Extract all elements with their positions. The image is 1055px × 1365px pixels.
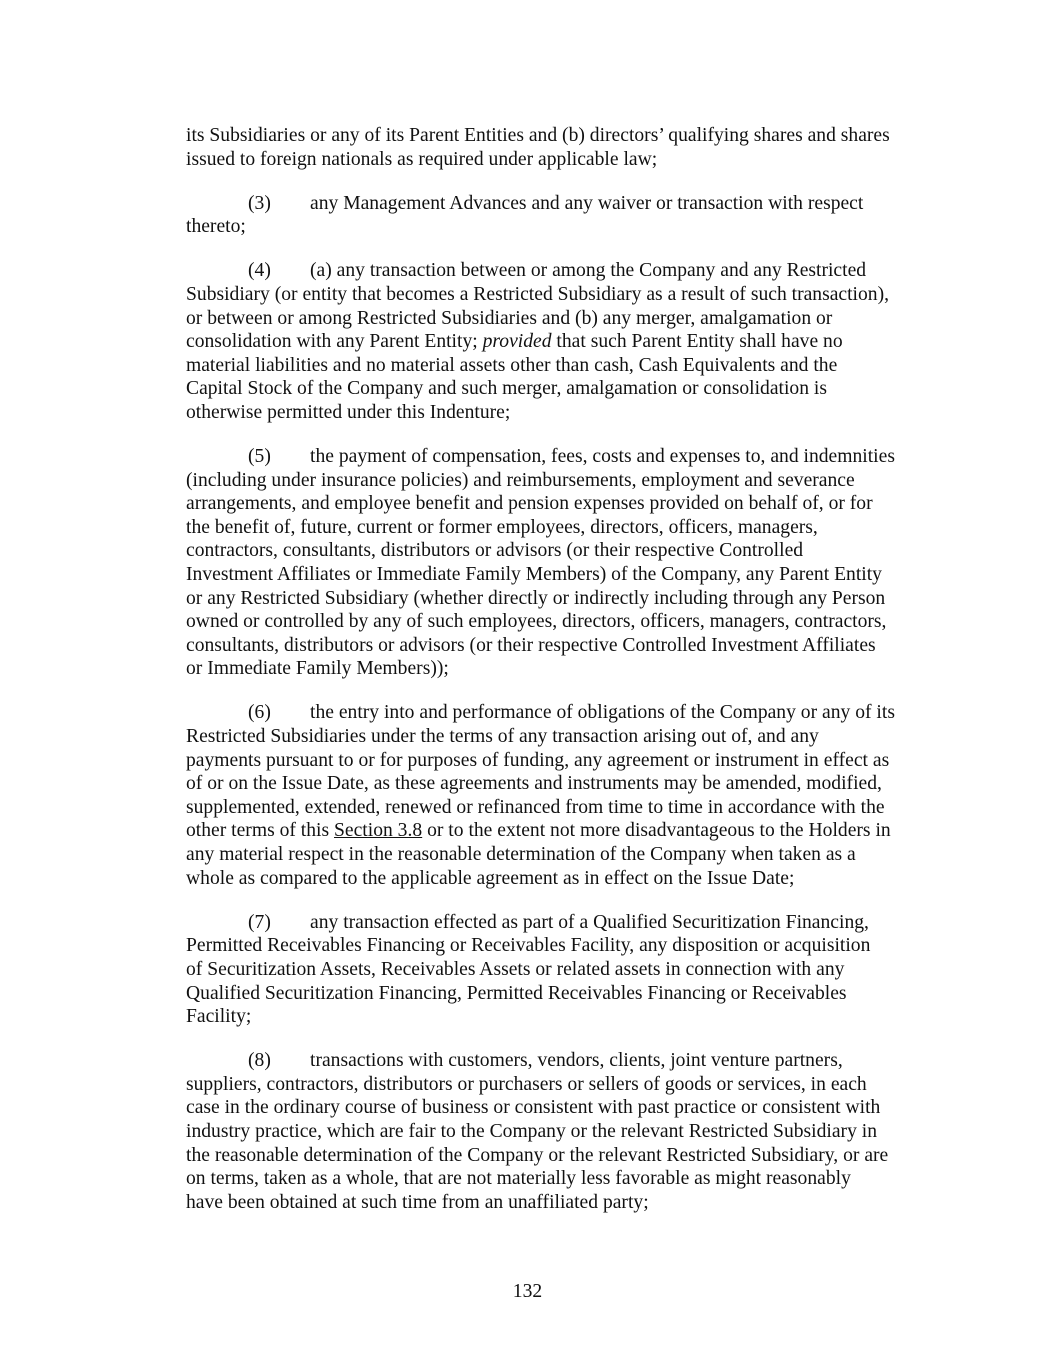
text-line: Permitted Receivables Financing or Receivables Facility, any disposition or acquisition [186,935,871,957]
clause-number: (4) [248,260,271,282]
text-line: payments pursuant to or for purposes of funding, any agreement or instrument in effect as [186,749,890,771]
clause-6 [186,701,946,890]
text-line: or between or among Restricted Subsidiaries and (b) any merger, amalgamation or [186,307,833,329]
text-line: (a) any transaction between or among the Company and any Restricted [310,260,867,282]
text-line: Restricted Subsidiaries under the terms of any transaction arising out of, and any [186,726,819,748]
text-line: the benefit of, future, current or former employees, directors, officers, managers, [186,516,818,538]
text-line: its Subsidiaries or any of its Parent Entities and (b) directors’ qualifying shares and shares [186,125,890,146]
text-line: Subsidiary (or entity that becomes a Restricted Subsidiary as a result of such transaction), [186,283,890,305]
text-line: Capital Stock of the Company and such merger, amalgamation or consolidation is [186,378,827,400]
text-line: any transaction effected as part of a Qualified Securitization Financing, [310,911,869,933]
text-line: suppliers, contractors, distributors or purchasers or sellers of goods or services, in each [186,1073,867,1095]
text-line: consultants, distributors or advisors (or their respective Controlled Investment Affiliates [186,634,876,656]
page-number: 132 [512,1281,543,1302]
text-line: or Immediate Family Members)); [186,658,449,680]
clause-8 [186,1049,946,1214]
text-line [186,819,946,843]
text-line: contractors, consultants, distributors or advisors (or their respective Controlled [186,540,804,562]
text-segment: that such Parent Entity shall have no [551,331,843,353]
text-line: on terms, taken as a whole, that are not materially less favorable as might reasonably [186,1168,851,1190]
text-line: industry practice, which are fair to the Company or the relevant Restricted Subsidiary in [186,1120,878,1142]
clause-7 [186,911,946,1029]
clause-number: (3) [248,192,271,214]
text-line: material liabilities and no material assets other than cash, Cash Equivalents and the [186,354,838,376]
text-line: any material respect in the reasonable determination of the Company when taken as a [186,844,856,866]
text-segment: other terms of this [186,820,335,842]
continuation-paragraph [186,124,946,171]
text-line: have been obtained at such time from an unaffiliated party; [186,1191,649,1213]
text-line: whole as compared to the applicable agreement as in effect on the Issue Date; [186,867,795,889]
document-page [186,124,946,1235]
clause-3 [186,192,946,239]
provided-italic-term: provided [482,331,552,353]
text-line: supplemented, extended, renewed or refinanced from time to time in accordance with the [186,796,885,818]
text-line: case in the ordinary course of business or consistent with past practice or consistent with [186,1097,881,1119]
text-line: arrangements, and employee benefit and pension expenses provided on behalf of, or for [186,493,873,515]
text-line: the reasonable determination of the Company or the relevant Restricted Subsidiary, or are [186,1144,889,1166]
text-line: transactions with customers, vendors, clients, joint venture partners, [310,1050,843,1072]
text-segment: consolidation with any Parent Entity; [186,331,483,353]
clause-number: (5) [248,446,271,468]
text-line: issued to foreign nationals as required under applicable law; [186,148,658,170]
text-line: of Securitization Assets, Receivables Assets or related assets in connection with any [186,958,845,980]
text-line: or any Restricted Subsidiary (whether directly or indirectly including through any Person [186,587,886,609]
clause-number: (7) [248,911,271,933]
text-line: any Management Advances and any waiver or transaction with respect [310,192,864,214]
text-line: the payment of compensation, fees, costs and expenses to, and indemnities [310,446,895,468]
text-line: (including under insurance policies) and reimbursements, employment and severance [186,469,855,491]
clause-number: (6) [248,702,271,724]
section-reference-link[interactable]: Section 3.8 [334,820,423,842]
text-line: otherwise permitted under this Indenture; [186,401,511,423]
text-line [186,330,946,354]
clause-5 [186,445,946,681]
text-line: Qualified Securitization Financing, Permitted Receivables Financing or Receivables [186,982,847,1004]
text-segment: or to the extent not more disadvantageous to the Holders in [422,820,891,842]
clause-4 [186,259,946,424]
clause-number: (8) [248,1050,271,1072]
text-line: of or on the Issue Date, as these agreements and instruments may be amended, modified, [186,773,882,795]
text-line: thereto; [186,216,246,238]
text-line: Facility; [186,1006,252,1028]
text-line: Investment Affiliates or Immediate Family Members) of the Company, any Parent Entity [186,564,882,585]
text-line: the entry into and performance of obligations of the Company or any of its [310,702,895,724]
text-line: owned or controlled by any of such employees, directors, officers, managers, contractors, [186,611,887,633]
